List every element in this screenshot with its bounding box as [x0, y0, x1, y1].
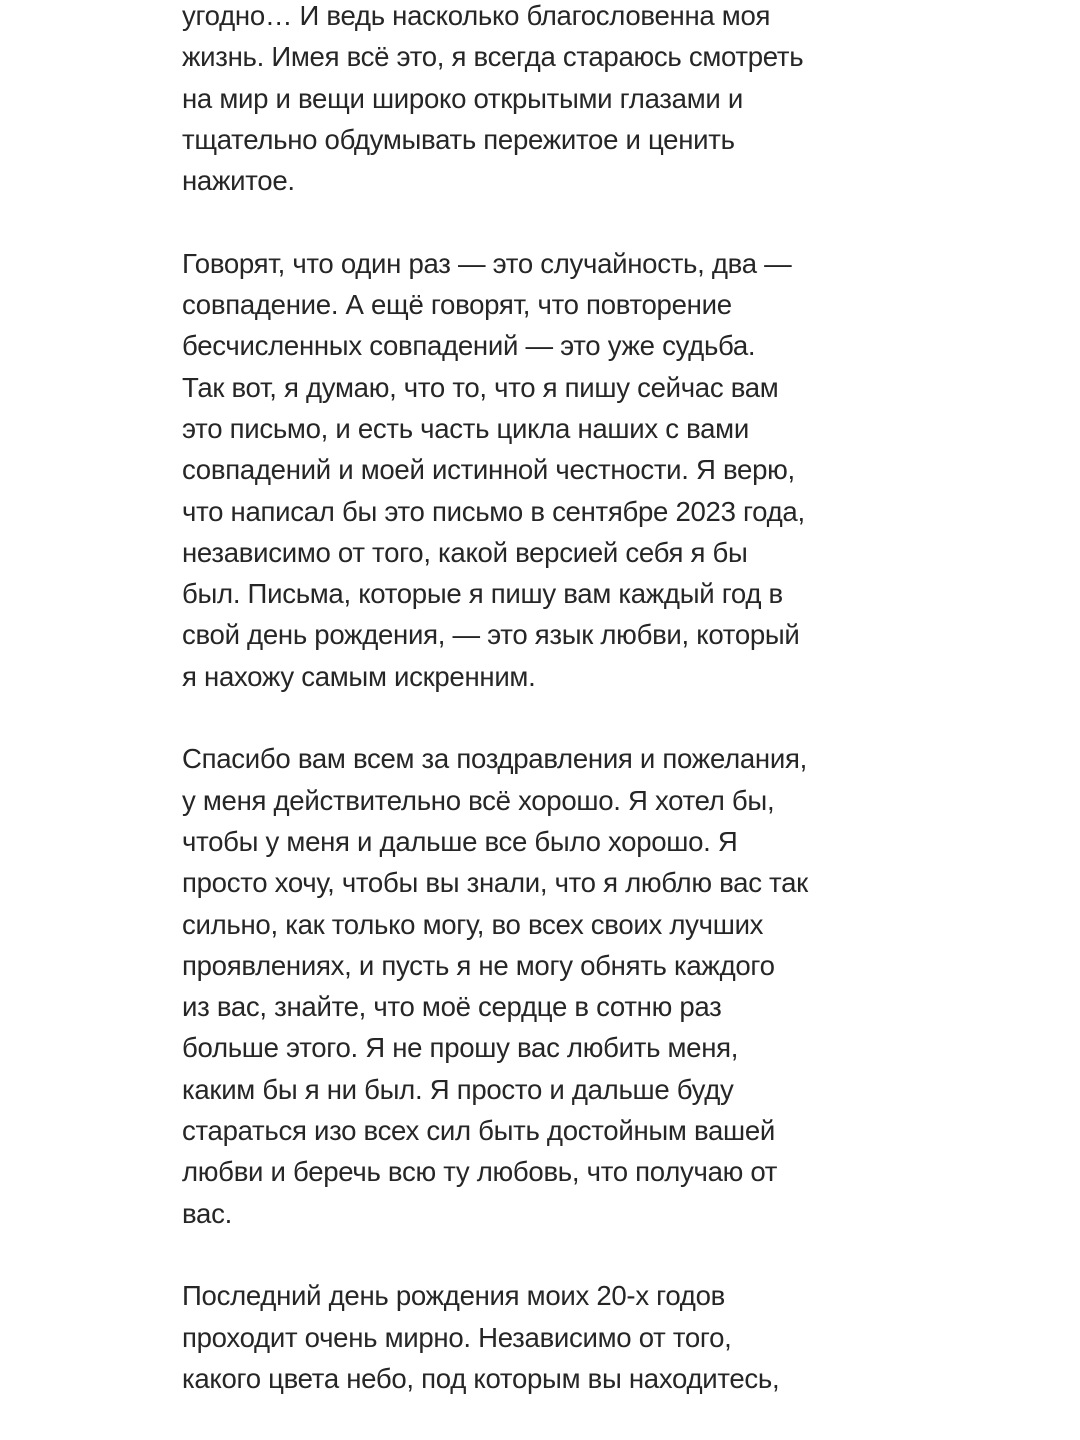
- text-line: тщательно обдумывать пережитое и ценить: [182, 123, 735, 155]
- text-line: что написал бы это письмо в сентябре 2023 года,: [182, 495, 805, 527]
- text-line: любви и беречь всю ту любовь, что получаю от: [182, 1156, 778, 1188]
- text-line: я нахожу самым искренним.: [182, 660, 536, 692]
- text-line: независимо от того, какой версией себя я бы: [182, 536, 748, 568]
- text-line: Последний день рождения моих 20-х годов: [182, 1280, 725, 1312]
- text-line: Спасибо вам всем за поздравления и пожелания,: [182, 743, 807, 775]
- text-line: проходит очень мирно. Независимо от того,: [182, 1321, 732, 1353]
- text-line: бесчисленных совпадений — это уже судьба.: [182, 330, 756, 362]
- text-line: на мир и вещи широко открытыми глазами и: [182, 82, 743, 114]
- paragraph-1: [182, 0, 891, 201]
- text-line: совпадений и моей истинной честности. Я верю,: [182, 454, 795, 486]
- text-line: это письмо, и есть часть цикла наших с вами: [182, 412, 749, 444]
- paragraph-4: [182, 1275, 891, 1399]
- text-line: стараться изо всех сил быть достойным вашей: [182, 1115, 776, 1147]
- text-line: из вас, знайте, что моё сердце в сотню раз: [182, 991, 722, 1023]
- text-line: вас.: [182, 1197, 232, 1229]
- text-line: совпадение. А ещё говорят, что повторение: [182, 289, 732, 321]
- text-line: какого цвета небо, под которым вы находитесь,: [182, 1362, 780, 1394]
- paragraph-2: [182, 243, 891, 697]
- text-line: угодно… И ведь насколько благословенна моя: [182, 0, 771, 31]
- text-line: был. Письма, которые я пишу вам каждый год в: [182, 578, 783, 610]
- text-line: больше этого. Я не прошу вас любить меня,: [182, 1032, 739, 1064]
- text-line: Так вот, я думаю, что то, что я пишу сейчас вам: [182, 371, 779, 403]
- text-line: чтобы у меня и дальше все было хорошо. Я: [182, 825, 738, 857]
- text-line: каким бы я ни был. Я просто и дальше буду: [182, 1073, 734, 1105]
- text-line: нажитое.: [182, 165, 295, 197]
- text-line: свой день рождения, — это язык любви, который: [182, 619, 800, 651]
- text-line: проявлениях, и пусть я не могу обнять каждого: [182, 949, 775, 981]
- text-line: жизнь. Имея всё это, я всегда стараюсь смотреть: [182, 41, 804, 73]
- paragraph-3: [182, 738, 891, 1234]
- text-line: у меня действительно всё хорошо. Я хотел бы,: [182, 784, 775, 816]
- text-line: сильно, как только могу, во всех своих лучших: [182, 908, 764, 940]
- text-line: Говорят, что один раз — это случайность, два —: [182, 247, 792, 279]
- letter-text: [182, 0, 891, 1440]
- text-line: просто хочу, чтобы вы знали, что я люблю вас так: [182, 867, 808, 899]
